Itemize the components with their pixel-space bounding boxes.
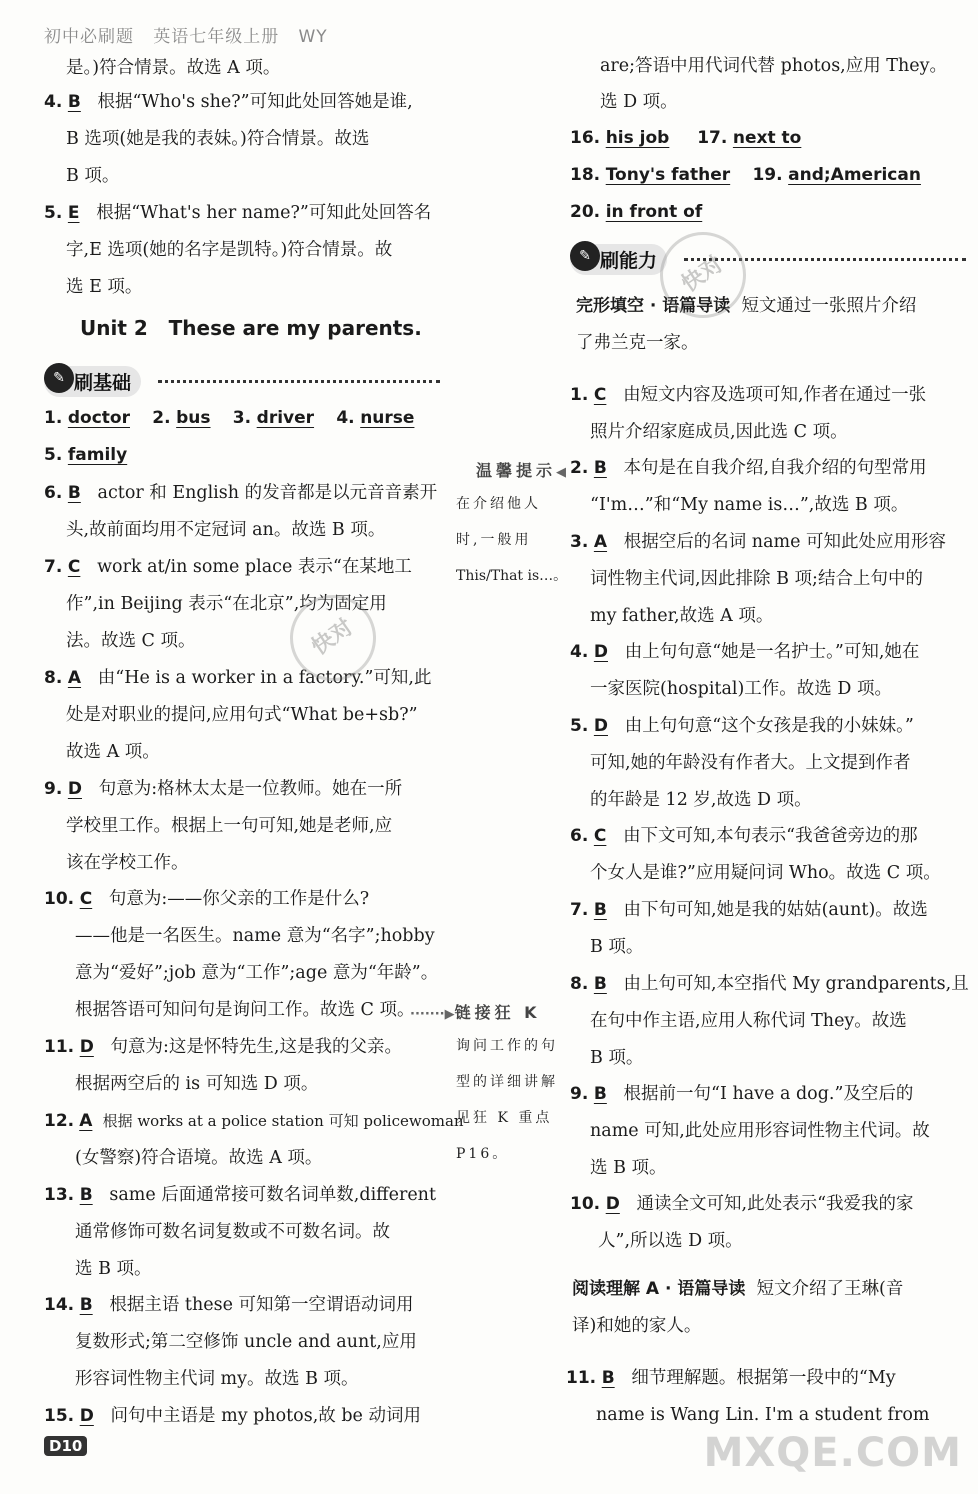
link-body: 询问工作的句 型的详细讲解 见狂 K 重点 P16。 bbox=[456, 1038, 558, 1162]
answer-11: 11. B 细节理解题。根据第一段中的“My bbox=[566, 1368, 896, 1388]
question-5: 5. E 根据“What's her name?”可知此处回答名 bbox=[44, 203, 432, 223]
link-box bbox=[410, 1000, 541, 1023]
text-line: are;答语中用代词代替 photos,应用 They。 bbox=[600, 56, 947, 76]
text-line: 在句中作主语,应用人称代词 They。故选 bbox=[590, 1011, 907, 1031]
text-line: 根据两空后的 is 可知选 D 项。 bbox=[75, 1074, 319, 1094]
question-14: 14. B 根据主语 these 可知第一空谓语动词用 bbox=[44, 1295, 414, 1315]
fill-answers-16-17: 16. his job 17. next to bbox=[570, 128, 802, 148]
text-line: 选 E 项。 bbox=[66, 277, 143, 297]
link-heading: 链接狂 K bbox=[454, 1003, 541, 1022]
text-line: 字,E 选项(她的名字是凯特。)符合情景。故 bbox=[66, 240, 393, 260]
text-line: B 项。 bbox=[590, 937, 644, 957]
question-6: 6. B actor 和 English 的发音都是以元音音素开 bbox=[44, 483, 438, 503]
answer-2: 2. B 本句是在自我介绍,自我介绍的句型常用 bbox=[570, 458, 927, 478]
series-title: 初中必刷题 bbox=[44, 27, 134, 47]
edition-label: WY bbox=[298, 27, 328, 47]
tip-heading: 温馨提示 bbox=[476, 461, 557, 480]
text-line: 可知,她的年龄没有作者大。上文提到作者 bbox=[590, 753, 911, 773]
answer-10: 10. D 通读全文可知,此处表示“我爱我的家 bbox=[570, 1194, 914, 1214]
question-9: 9. D 句意为:格林太太是一位教师。她在一所 bbox=[44, 779, 403, 799]
page-number: D10 bbox=[44, 1436, 87, 1456]
text-line: 头,故前面均用不定冠词 an。故选 B 项。 bbox=[66, 520, 386, 540]
text-line: 个女人是谁?”应用疑问词 Who。故选 C 项。 bbox=[590, 863, 941, 883]
text-line: name is Wang Lin. I'm a student from bbox=[596, 1405, 930, 1425]
text-line: 选 D 项。 bbox=[600, 92, 678, 112]
text-line: 选 B 项。 bbox=[75, 1259, 152, 1279]
question-15: 15. D 问句中主语是 my photos,故 be 动词用 bbox=[44, 1406, 421, 1426]
text-line: 了弗兰克一家。 bbox=[576, 333, 699, 353]
pencil-icon: ✎ bbox=[44, 363, 74, 393]
answer-4: 4. D 由上句句意“她是一名护士。”可知,她在 bbox=[570, 642, 920, 662]
text-line: name 可知,此处应用形容词性物主代词。故 bbox=[590, 1121, 930, 1141]
question-4: 4. B 根据“Who's she?”可知此处回答她是谁, bbox=[44, 92, 413, 112]
question-13: 13. B same 后面通常接可数名词单数,different bbox=[44, 1185, 436, 1205]
subject-title: 英语七年级上册 bbox=[153, 27, 280, 47]
text-line: 词性物主代词,因此排除 B 项;结合上句中的 bbox=[590, 569, 923, 589]
answer-8: 8. B 由上句可知,本空指代 My grandparents,且 bbox=[570, 974, 969, 994]
question-10: 10. C 句意为:——你父亲的工作是什么? bbox=[44, 889, 370, 909]
section-label: 刷基础 bbox=[74, 372, 132, 394]
text-line: B 选项(她是我的表妹。)符合情景。故选 bbox=[66, 129, 370, 149]
text-line: 通常修饰可数名词复数或不可数名词。故 bbox=[75, 1222, 390, 1242]
question-12: 12. A 根据 works at a police station 可知 policewoman bbox=[44, 1111, 464, 1131]
dotted-divider bbox=[158, 380, 440, 383]
arrow-icon: ·······▶ bbox=[410, 1007, 455, 1022]
answer-6: 6. C 由下文可知,本句表示“我爸爸旁边的那 bbox=[570, 826, 918, 846]
text-line: 学校里工作。根据上一句可知,她是老师,应 bbox=[66, 816, 393, 836]
text-line: ——他是一名医生。name 意为“名字”;hobby bbox=[75, 926, 435, 946]
reading-intro: 阅读理解 A · 语篇导读 短文介绍了王琳(音 bbox=[572, 1279, 904, 1299]
text-line: 故选 A 项。 bbox=[66, 742, 160, 762]
text-line: 照片介绍家庭成员,因此选 C 项。 bbox=[590, 422, 848, 442]
text-line: 译)和她的家人。 bbox=[572, 1316, 702, 1336]
text-line: 选 B 项。 bbox=[590, 1158, 667, 1178]
fill-answer-5: 5. family bbox=[44, 445, 128, 465]
fill-answers-1-4: 1. doctor 2. bus 3. driver 4. nurse bbox=[44, 408, 415, 428]
text-line: 形容词性物主代词 my。故选 B 项。 bbox=[75, 1369, 359, 1389]
answer-9: 9. B 根据前一句“I have a dog.”及空后的 bbox=[570, 1084, 914, 1104]
text-line: 根据答语可知问句是询问工作。故选 C 项。 bbox=[75, 1000, 415, 1020]
section-basic bbox=[44, 366, 141, 397]
text-line: B 项。 bbox=[590, 1048, 644, 1068]
page-header bbox=[44, 22, 328, 47]
section-label: 刷能力 bbox=[600, 250, 658, 272]
text-line: my father,故选 A 项。 bbox=[590, 606, 774, 626]
site-watermark: MXQE.COM bbox=[703, 1430, 962, 1476]
text-line: 复数形式;第二空修饰 uncle and aunt,应用 bbox=[75, 1332, 417, 1352]
fill-answers-18-19: 18. Tony's father 19. and;American bbox=[570, 165, 921, 185]
question-11: 11. D 句意为:这是怀特先生,这是我的父亲。 bbox=[44, 1037, 402, 1057]
text-line: 人”,所以选 D 项。 bbox=[598, 1231, 743, 1251]
text-line: 作”,in Beijing 表示“在北京”,均为固定用 bbox=[66, 594, 387, 614]
answer-7: 7. B 由下句可知,她是我的姑姑(aunt)。故选 bbox=[570, 900, 928, 920]
answer-5: 5. D 由上句句意“这个女孩是我的小妹妹。” bbox=[570, 716, 914, 736]
text-line: 一家医院(hospital)工作。故选 D 项。 bbox=[590, 679, 892, 699]
question-8: 8. A 由“He is a worker in a factory.”可知,此 bbox=[44, 668, 432, 688]
stamp-watermark: 快对 bbox=[273, 578, 393, 698]
text-line: 是。)符合情景。故选 A 项。 bbox=[66, 58, 281, 78]
fill-answer-20: 20. in front of bbox=[570, 202, 703, 222]
text-line: (女警察)符合语境。故选 A 项。 bbox=[75, 1148, 323, 1168]
pencil-icon: ✎ bbox=[570, 241, 600, 271]
text-line: “I'm…”和“My name is…”,故选 B 项。 bbox=[590, 495, 909, 515]
unit-title: Unit 2 These are my parents. bbox=[80, 316, 422, 340]
text-line: 法。故选 C 项。 bbox=[66, 631, 196, 651]
text-line: 该在学校工作。 bbox=[66, 853, 189, 873]
section-ability bbox=[570, 244, 667, 275]
answer-3: 3. A 根据空后的名词 name 可知此处应用形容 bbox=[570, 532, 947, 552]
text-line: 处是对职业的提问,应用句式“What be+sb?” bbox=[66, 705, 418, 725]
stamp-watermark: 快对 bbox=[643, 215, 763, 335]
text-line: 的年龄是 12 岁,故选 D 项。 bbox=[590, 790, 812, 810]
text-line: B 项。 bbox=[66, 166, 120, 186]
cloze-intro: 完形填空 · 语篇导读 短文通过一张照片介绍 bbox=[576, 296, 917, 316]
tip-body: 在介绍他人 时,一般用 This/That is…。 bbox=[456, 496, 568, 584]
answer-1: 1. C 由短文内容及选项可知,作者在通过一张 bbox=[570, 385, 927, 405]
question-7: 7. C work at/in some place 表示“在某地工 bbox=[44, 557, 412, 577]
text-line: 意为“爱好”;job 意为“工作”;age 意为“年龄”。 bbox=[75, 963, 439, 983]
arrow-icon: ◀ bbox=[556, 465, 571, 480]
tip-box bbox=[476, 458, 570, 481]
